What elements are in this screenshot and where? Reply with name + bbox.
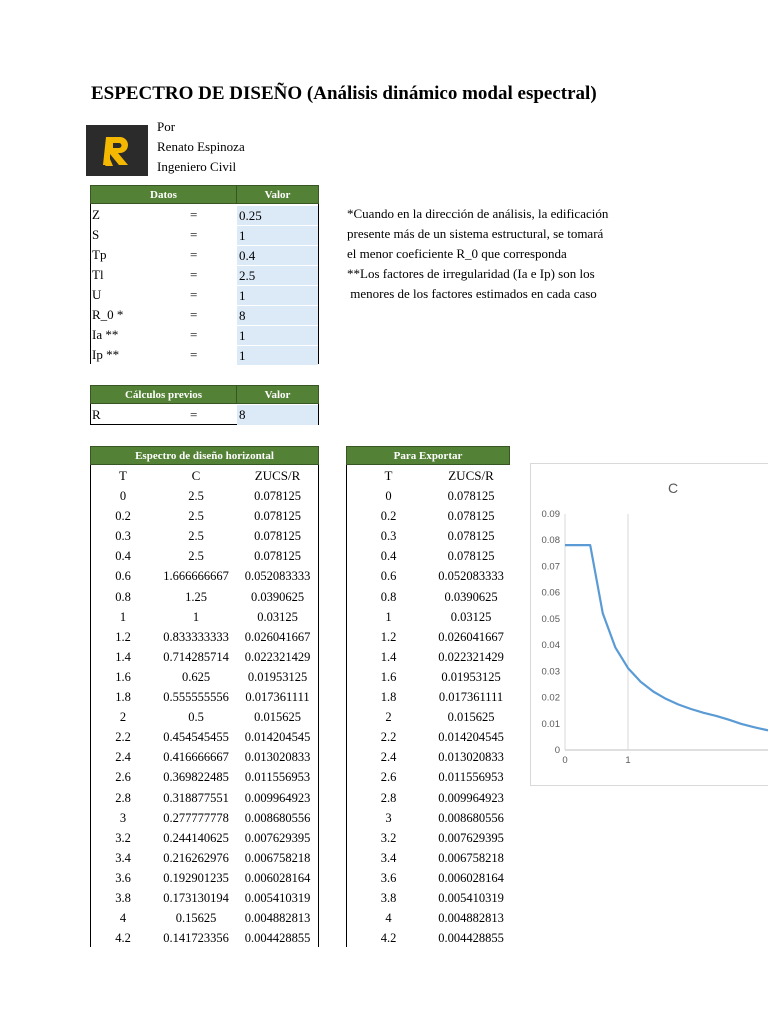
espectro-cell[interactable]: 0.4: [115, 549, 131, 564]
y-tick-label: 0.04: [541, 640, 560, 652]
datos-row-eq: =: [190, 247, 198, 262]
datos-row-eq: =: [190, 207, 198, 222]
exportar-cell[interactable]: 0.3: [380, 529, 397, 544]
espectro-cell[interactable]: 4.2: [115, 931, 131, 946]
exportar-cell[interactable]: 0.01953125: [441, 669, 501, 684]
espectro-cell[interactable]: 0.015625: [254, 710, 301, 725]
espectro-cell[interactable]: 0.014204545: [244, 730, 311, 745]
espectro-cell[interactable]: 0.192901235: [163, 870, 229, 885]
espectro-cell[interactable]: 3.4: [115, 850, 131, 865]
exportar-cell[interactable]: 0.006028164: [438, 870, 504, 885]
datos-row-value[interactable]: 2.5: [237, 265, 318, 285]
logo-r-icon: [86, 125, 148, 176]
calc-r-name: R: [92, 407, 101, 422]
datos-row-name: Tp: [92, 247, 107, 262]
datos-row-value[interactable]: 1: [237, 325, 318, 345]
espectro-cell[interactable]: 0.078125: [254, 489, 301, 503]
espectro-cell[interactable]: 0.01953125: [247, 669, 308, 684]
espectro-cell[interactable]: 0.173130194: [163, 891, 229, 905]
y-tick-label: 0.09: [541, 509, 560, 520]
exportar-cell[interactable]: 1.2: [380, 629, 397, 644]
espectro-cell[interactable]: 0.013020833: [244, 750, 311, 765]
espectro-cell[interactable]: 0.017361111: [245, 690, 310, 704]
espectro-cell[interactable]: 4: [119, 911, 127, 926]
calc-r-value[interactable]: 8: [237, 405, 318, 425]
exportar-cell[interactable]: 4.2: [380, 931, 397, 946]
espectro-cell[interactable]: 0.009964923: [244, 790, 311, 805]
datos-row-value[interactable]: 0.4: [237, 245, 318, 265]
espectro-cell[interactable]: 1.2: [115, 629, 131, 644]
logo: [86, 125, 148, 176]
exportar-col-header: T: [384, 468, 393, 483]
espectro-cell[interactable]: 1.666666667: [163, 569, 229, 584]
datos-row-name: U: [92, 287, 102, 302]
espectro-cell[interactable]: 3.8: [115, 891, 131, 905]
datos-row-name: Ia **: [92, 327, 119, 342]
calculos-valor-header: Valor: [236, 385, 319, 404]
exportar-cell[interactable]: 2.2: [380, 730, 397, 745]
espectro-cell[interactable]: 3.6: [115, 870, 131, 885]
note-line: el menor coeficiente R_0 que corresponda: [347, 246, 567, 261]
espectro-cell[interactable]: 0.007629395: [244, 830, 311, 845]
exportar-cell[interactable]: 0.004428855: [438, 931, 504, 946]
x-tick-label: 0: [562, 755, 568, 766]
exportar-cell[interactable]: 4: [385, 911, 392, 926]
espectro-cell[interactable]: 2.2: [115, 730, 131, 745]
chart-title: C: [668, 480, 679, 496]
espectro-cell[interactable]: 1.25: [185, 589, 207, 604]
datos-row-eq: =: [190, 307, 198, 322]
exportar-cell[interactable]: 2: [385, 710, 392, 725]
exportar-cell[interactable]: 0.4: [380, 549, 397, 564]
exportar-cell[interactable]: 3.8: [380, 891, 397, 905]
datos-row-eq: =: [190, 227, 198, 242]
espectro-cell[interactable]: 0.277777778: [163, 810, 229, 825]
espectro-cell[interactable]: 0.006758218: [244, 850, 311, 865]
espectro-col-header: ZUCS/R: [254, 468, 301, 483]
espectro-cell[interactable]: 0.004428855: [244, 931, 311, 946]
espectro-cell[interactable]: 0.6: [115, 569, 131, 584]
exportar-cell[interactable]: 0.0390625: [444, 589, 498, 604]
datos-row-name: Tl: [92, 267, 104, 282]
exportar-cell[interactable]: 0: [385, 489, 392, 503]
y-tick-label: 0.08: [541, 535, 560, 547]
spectrum-chart[interactable]: [530, 463, 768, 786]
espectro-cell[interactable]: 2.6: [115, 770, 131, 785]
datos-row-eq: =: [190, 267, 198, 282]
exportar-cell[interactable]: 0.8: [380, 589, 397, 604]
espectro-cell[interactable]: 0: [119, 489, 127, 503]
exportar-cell[interactable]: 0.014204545: [438, 730, 504, 745]
espectro-cell[interactable]: 2.4: [115, 750, 131, 765]
espectro-cell[interactable]: 1.6: [115, 669, 131, 684]
espectro-cell[interactable]: 2.5: [188, 549, 204, 564]
exportar-cell[interactable]: 0.007629395: [438, 830, 504, 845]
datos-row-name: R_0 *: [92, 307, 124, 322]
exportar-cell[interactable]: 1: [385, 609, 392, 624]
datos-row-value[interactable]: 8: [237, 305, 318, 325]
exportar-cell[interactable]: 0.006758218: [438, 850, 504, 865]
note-line: menores de los factores estimados en cada caso: [347, 286, 597, 301]
x-tick-label: 1: [625, 755, 631, 766]
exportar-cell[interactable]: 0.052083333: [438, 569, 504, 584]
espectro-cell[interactable]: 0.2: [115, 509, 131, 524]
espectro-cell[interactable]: 0.5: [188, 710, 204, 725]
exportar-cell[interactable]: 2.6: [380, 770, 397, 785]
espectro-cell[interactable]: 1: [192, 609, 200, 624]
datos-header: Datos: [90, 185, 237, 204]
espectro-col-header: T: [119, 468, 127, 483]
exportar-cell[interactable]: 0.017361111: [438, 690, 504, 704]
espectro-cell[interactable]: 0.141723356: [163, 931, 229, 946]
espectro-cell[interactable]: 0.555555556: [163, 690, 229, 704]
y-tick-label: 0.02: [541, 692, 560, 704]
exportar-cell[interactable]: 1.4: [380, 649, 397, 664]
exportar-cell[interactable]: 0.011556953: [438, 770, 504, 785]
espectro-cell[interactable]: 1.8: [115, 690, 131, 704]
exportar-col-header: ZUCS/R: [448, 468, 494, 483]
espectro-cell[interactable]: 0.078125: [254, 509, 301, 524]
exportar-cell[interactable]: 2.4: [380, 750, 397, 765]
espectro-cell[interactable]: 0.078125: [254, 549, 301, 564]
exportar-cell[interactable]: 0.026041667: [438, 629, 504, 644]
y-tick-label: 0.01: [541, 718, 560, 730]
exportar-cell[interactable]: 1.6: [380, 669, 397, 684]
espectro-cell[interactable]: 0.078125: [254, 529, 301, 544]
datos-row-value[interactable]: 0.25: [237, 205, 318, 225]
exportar-header: Para Exportar: [346, 446, 510, 465]
espectro-cell[interactable]: 2.5: [188, 489, 204, 503]
exportar-cell[interactable]: 1.8: [380, 690, 397, 704]
espectro-cell[interactable]: 2: [119, 710, 127, 725]
datos-row-value[interactable]: 1: [237, 285, 318, 305]
espectro-cell[interactable]: 0.714285714: [163, 649, 229, 664]
exportar-cell[interactable]: 0.009964923: [438, 790, 504, 805]
exportar-cell[interactable]: 0.078125: [447, 529, 495, 544]
exportar-cell[interactable]: 2.8: [380, 790, 397, 805]
espectro-cell[interactable]: 0.244140625: [163, 830, 229, 845]
exportar-cell[interactable]: 3.2: [380, 830, 397, 845]
author-title: Ingeniero Civil: [157, 159, 237, 174]
exportar-cell[interactable]: 3.4: [380, 850, 397, 865]
espectro-cell[interactable]: 0.416666667: [163, 750, 229, 765]
espectro-header: Espectro de diseño horizontal: [90, 446, 319, 465]
exportar-cell[interactable]: 0.013020833: [438, 750, 504, 765]
espectro-cell[interactable]: 0.8: [115, 589, 131, 604]
datos-row-name: Ip **: [92, 347, 120, 362]
espectro-cell[interactable]: 0.022321429: [244, 649, 311, 664]
espectro-cell[interactable]: 0.005410319: [244, 891, 311, 905]
exportar-cell[interactable]: 0.03125: [450, 609, 492, 624]
datos-row-name: S: [92, 227, 100, 242]
y-tick-label: 0.07: [541, 561, 560, 573]
espectro-cell[interactable]: 0.833333333: [163, 629, 229, 644]
espectro-cell[interactable]: 0.3: [115, 529, 131, 544]
espectro-cell[interactable]: 1.4: [115, 649, 131, 664]
espectro-cell[interactable]: 1: [119, 609, 127, 624]
espectro-col-header: C: [191, 468, 201, 483]
espectro-cell[interactable]: 2.5: [188, 529, 204, 544]
espectro-cell[interactable]: 0.011556953: [244, 770, 311, 785]
calculos-header: Cálculos previos: [90, 385, 237, 404]
note-line: **Los factores de irregularidad (Ia e Ip) son los: [347, 266, 595, 281]
espectro-cell[interactable]: 0.026041667: [244, 629, 311, 644]
espectro-cell[interactable]: 0.369822485: [163, 770, 229, 785]
espectro-cell[interactable]: 0.15625: [175, 911, 217, 926]
exportar-cell[interactable]: 3: [385, 810, 392, 825]
espectro-cell[interactable]: 0.008680556: [244, 810, 311, 825]
exportar-cell[interactable]: 0.015625: [447, 710, 495, 725]
exportar-cell[interactable]: 0.6: [380, 569, 397, 584]
espectro-cell[interactable]: 2.5: [188, 509, 204, 524]
note-line: presente más de un sistema estructural, se tomará: [347, 226, 604, 241]
y-tick-label: 0.05: [541, 613, 560, 625]
espectro-cell[interactable]: 0.006028164: [244, 870, 311, 885]
author-label: Por: [157, 119, 176, 134]
exportar-cell[interactable]: 0.022321429: [438, 649, 504, 664]
note-line: *Cuando en la dirección de análisis, la edificación: [347, 206, 609, 221]
exportar-cell[interactable]: 0.004882813: [438, 911, 504, 926]
calc-r-eq: =: [190, 407, 198, 422]
exportar-cell[interactable]: 0.008680556: [438, 810, 504, 825]
espectro-cell[interactable]: 2.8: [115, 790, 131, 805]
datos-row-name: Z: [92, 207, 100, 222]
espectro-cell[interactable]: 3: [119, 810, 127, 825]
espectro-cell[interactable]: 0.004882813: [244, 911, 311, 926]
series-line: [565, 545, 768, 738]
espectro-cell[interactable]: 3.2: [115, 830, 131, 845]
y-tick-label: 0.03: [541, 666, 560, 678]
exportar-cell[interactable]: 3.6: [380, 870, 397, 885]
exportar-cell[interactable]: 0.078125: [447, 489, 495, 503]
espectro-cell[interactable]: 0.0390625: [250, 589, 305, 604]
datos-row-eq: =: [190, 347, 198, 362]
author-name: Renato Espinoza: [157, 139, 245, 154]
exportar-cell[interactable]: 0.078125: [447, 509, 495, 524]
y-tick-label: 0.06: [541, 587, 560, 599]
chart-svg: [531, 464, 768, 785]
exportar-cell[interactable]: 0.005410319: [438, 891, 504, 905]
espectro-cell[interactable]: 0.216262976: [163, 850, 229, 865]
espectro-cell[interactable]: 0.454545455: [163, 730, 229, 745]
espectro-cell[interactable]: 0.052083333: [244, 569, 311, 584]
exportar-cell[interactable]: 0.2: [380, 509, 397, 524]
espectro-cell[interactable]: 0.625: [181, 669, 211, 684]
exportar-cell[interactable]: 0.078125: [447, 549, 495, 564]
datos-row-value[interactable]: 1: [237, 345, 318, 365]
datos-row-value[interactable]: 1: [237, 225, 318, 245]
valor-header: Valor: [236, 185, 319, 204]
datos-row-eq: =: [190, 287, 198, 302]
espectro-cell[interactable]: 0.318877551: [163, 790, 229, 805]
y-tick-label: 0: [554, 745, 560, 756]
espectro-cell[interactable]: 0.03125: [257, 609, 298, 624]
page-title: ESPECTRO DE DISEÑO (Análisis dinámico modal espectral): [91, 83, 597, 104]
datos-row-eq: =: [190, 327, 198, 342]
